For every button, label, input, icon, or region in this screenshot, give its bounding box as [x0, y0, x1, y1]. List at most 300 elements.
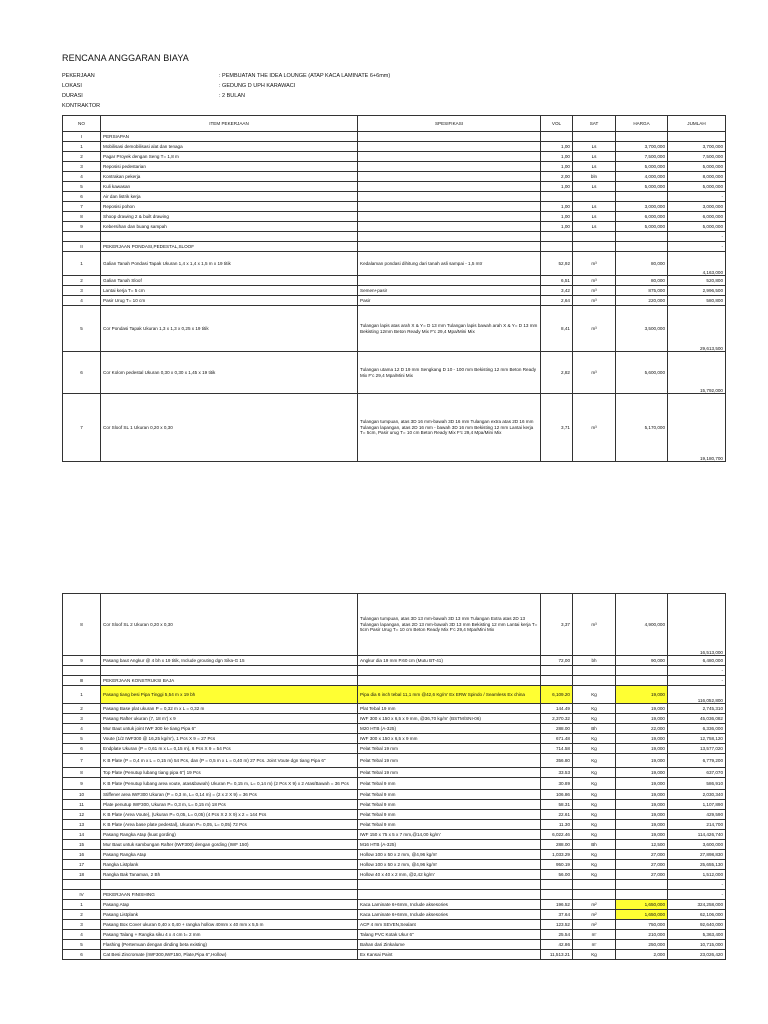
- volume: 950.19: [541, 860, 573, 870]
- item-name: PEKERJAAN FINISHING: [101, 890, 358, 900]
- row-number: [63, 880, 101, 890]
- total-amount: 6,000,000: [668, 212, 726, 222]
- table-row: [63, 594, 726, 656]
- row-number: 4: [63, 724, 101, 734]
- total-amount: 25,655,130: [668, 860, 726, 870]
- total-amount: -: [668, 242, 726, 252]
- specification: [358, 890, 541, 900]
- unit-price: [616, 666, 668, 676]
- item-name: K B Plate (Area base plate pedestal), Ukuran P= 0,05, L= 0,05) 72 Pcs: [101, 820, 358, 830]
- item-name: PERSIAPAN: [101, 132, 358, 142]
- unit-price: 6,000,000: [616, 212, 668, 222]
- volume: 288.00: [541, 840, 573, 850]
- item-name: Mur Baut untuk joint IWF 300 ke tiang Pipa 6": [101, 724, 358, 734]
- item-name: Pasang Rangka Atap: [101, 850, 358, 860]
- unit-price: 19,000: [616, 734, 668, 744]
- table-row: [63, 880, 726, 890]
- table-row: [63, 132, 726, 142]
- header-jumlah: JUMLAH: [668, 116, 726, 132]
- item-name: Rangka Bak Tanaman, 2 Bh: [101, 870, 358, 880]
- unit: m³: [573, 296, 616, 306]
- volume: 42.86: [541, 940, 573, 950]
- unit: bln: [573, 172, 616, 182]
- unit-price: 3,500,000: [616, 306, 668, 352]
- specification: [358, 142, 541, 152]
- row-number: 2: [63, 152, 101, 162]
- info-label: KONTRAKTOR: [62, 103, 101, 109]
- unit-price: 19,000: [616, 768, 668, 778]
- unit-price: [616, 132, 668, 142]
- volume: 72,00: [541, 656, 573, 666]
- table-row: [63, 394, 726, 462]
- table-row: [63, 870, 726, 880]
- table-row: [63, 890, 726, 900]
- item-name: Kontrakan pekerja: [101, 172, 358, 182]
- table-row: [63, 704, 726, 714]
- unit-price: 19,000: [616, 800, 668, 810]
- volume: 1,00: [541, 152, 573, 162]
- unit-price: [616, 676, 668, 686]
- unit: Ls: [573, 142, 616, 152]
- item-name: Lantai kerja T= 5 cm: [101, 286, 358, 296]
- table-row: [63, 306, 726, 352]
- item-name: Pagar Proyek dengan Seng T= 1,8 m: [101, 152, 358, 162]
- unit: [573, 192, 616, 202]
- unit: Kg: [573, 810, 616, 820]
- volume: [541, 232, 573, 242]
- row-number: 10: [63, 790, 101, 800]
- unit: Kg: [573, 734, 616, 744]
- unit: [573, 890, 616, 900]
- table-row: [63, 790, 726, 800]
- specification: Kedalaman pondasi dihitung dari tanah asli sampai - 1,5 mtr: [358, 252, 541, 276]
- volume: 30.89: [541, 778, 573, 790]
- item-name: Mur Baut untuk sambungan Rafter (IWF300) dengan gording (IWF 150): [101, 840, 358, 850]
- unit-price: 4,000,000: [616, 172, 668, 182]
- unit-price: 19,000: [616, 714, 668, 724]
- unit: m²: [573, 900, 616, 910]
- volume: 58.31: [541, 800, 573, 810]
- item-name: Pasang Rafter ukuran (7, 18 m') x 9: [101, 714, 358, 724]
- item-name: K B Plate (Area Voute), (Ukuran P= 0,05, L= 0,05) (4 Pcs X 2 X 9) x 2 = 144 Pcs: [101, 810, 358, 820]
- unit-price: 12,500: [616, 840, 668, 850]
- specification: Hollow 100 x 50 x 2 mm, @4,96 kg/m': [358, 850, 541, 860]
- unit: Ls: [573, 182, 616, 192]
- row-number: 6: [63, 192, 101, 202]
- unit: Kg: [573, 800, 616, 810]
- unit-price: 27,000: [616, 860, 668, 870]
- specification: Tulangan tumpuan, atas 3D 16 mm-bawah 3D 16 mm Tulangan extra atas 2D 16 mm Tulangan lapangan, atas 2D 16 mm - bawah 3D 16 mm Bekisting 12 mm Lantai kerja T= 5cm, Pasir urug T= 10 cm Beton Ready Mix F'c 29,4 Mpa/Mini Mix: [358, 394, 541, 462]
- table-row: [63, 656, 726, 666]
- unit-price: 5,600,000: [616, 352, 668, 394]
- total-amount: 2,745,310: [668, 704, 726, 714]
- volume: 3,71: [541, 394, 573, 462]
- row-number: 4: [63, 296, 101, 306]
- table-row: [63, 222, 726, 232]
- unit-price: 210,000: [616, 930, 668, 940]
- row-number: 2: [63, 704, 101, 714]
- volume: [541, 676, 573, 686]
- item-name: Pasang Atap: [101, 900, 358, 910]
- row-number: 4: [63, 930, 101, 940]
- volume: 22.61: [541, 810, 573, 820]
- volume: [541, 192, 573, 202]
- unit: Kg: [573, 754, 616, 768]
- item-name: [101, 880, 358, 890]
- total-amount: 8,000,000: [668, 172, 726, 182]
- volume: 1,00: [541, 222, 573, 232]
- unit: m³: [573, 352, 616, 394]
- unit: [573, 132, 616, 142]
- table-row: [63, 920, 726, 930]
- unit-price: 80,000: [616, 276, 668, 286]
- table-row: [63, 950, 726, 960]
- specification: ACP 4 mm SEVEN,Sealant: [358, 920, 541, 930]
- row-number: 17: [63, 860, 101, 870]
- unit: Kg: [573, 686, 616, 704]
- item-name: Rangka Listplank: [101, 860, 358, 870]
- specification: Tulangan utama 12 D 19 mm Sengkang D 10 - 100 mm Bekisting 12 mm Beton Ready Mix F'c 29,4 Mpa/Mini Mix: [358, 352, 541, 394]
- total-amount: 62,106,000: [668, 910, 726, 920]
- unit: [573, 676, 616, 686]
- table-row: [63, 800, 726, 810]
- total-amount: 637,070: [668, 768, 726, 778]
- volume: 3,42: [541, 286, 573, 296]
- specification: Pipa dia 6 inch tebal 11,1 mm @42,6 Kg/m' Ex ERW Spindo / Seamless Ex china: [358, 686, 541, 704]
- table-row: [63, 232, 726, 242]
- table-row: [63, 724, 726, 734]
- specification: Hollow 40 x 40 x 2 mm, @2,42 kg/m': [358, 870, 541, 880]
- row-number: 7: [63, 754, 101, 768]
- row-number: 14: [63, 830, 101, 840]
- specification: [358, 192, 541, 202]
- unit-price: 19,000: [616, 744, 668, 754]
- table-row: [63, 686, 726, 704]
- table-row: [63, 860, 726, 870]
- unit-price: 27,000: [616, 870, 668, 880]
- item-name: Endplate Ukuran (P = 0,61 m x L= 0,15 m), 6 Pcs X 9 = 54 Pcs: [101, 744, 358, 754]
- total-amount: 5,000,000: [668, 162, 726, 172]
- row-number: 1: [63, 686, 101, 704]
- unit: Bh: [573, 840, 616, 850]
- row-number: 13: [63, 820, 101, 830]
- total-amount: 7,500,000: [668, 152, 726, 162]
- specification: [358, 172, 541, 182]
- volume: 1,00: [541, 182, 573, 192]
- total-amount: 5,000,000: [668, 222, 726, 232]
- total-amount: 16,513,000: [668, 594, 726, 656]
- unit-price: 19,000: [616, 830, 668, 840]
- table-row: [63, 202, 726, 212]
- header-spec: SPESIFIKASI: [358, 116, 541, 132]
- item-name: Pasang Box Cover ukuran 0,40 x 0,40 + rangka hollow 40mm x 40 mm x 5,5 m: [101, 920, 358, 930]
- item-name: Stiffener area IWF300 Ukuran (P = 0,3 m, L= 0,14 m) = (2 x 2 X 9) = 36 Pcs: [101, 790, 358, 800]
- item-name: Pasang Talang + Rangka siku 4 x 4 cm t= 2 mm: [101, 930, 358, 940]
- total-amount: 520,800: [668, 276, 726, 286]
- table-row: [63, 286, 726, 296]
- specification: Pasir: [358, 296, 541, 306]
- specification: Pelat Tebal 19 mm: [358, 768, 541, 778]
- table-row: [63, 212, 726, 222]
- specification: M20 HTB (A-325): [358, 724, 541, 734]
- header-vol: VOL: [541, 116, 573, 132]
- table-row: [63, 940, 726, 950]
- total-amount: 29,613,500: [668, 306, 726, 352]
- unit: Kg: [573, 870, 616, 880]
- volume: 123.52: [541, 920, 573, 930]
- volume: 11,513.21: [541, 950, 573, 960]
- volume: 106.86: [541, 790, 573, 800]
- total-amount: -: [668, 666, 726, 676]
- row-number: 8: [63, 212, 101, 222]
- unit: Ls: [573, 222, 616, 232]
- row-number: 11: [63, 800, 101, 810]
- item-name: Voute (1/2 IWF300 @ 16,25 kg/m'), 1 Pcs X 9 = 27 Pcs: [101, 734, 358, 744]
- total-amount: -: [668, 890, 726, 900]
- unit-price: 750,000: [616, 920, 668, 930]
- table-header-row: [63, 116, 726, 132]
- total-amount: -: [668, 232, 726, 242]
- specification: [358, 212, 541, 222]
- unit: m': [573, 930, 616, 940]
- specification: [358, 222, 541, 232]
- total-amount: [668, 132, 726, 142]
- unit-price: 22,000: [616, 724, 668, 734]
- header-harga: HARGA: [616, 116, 668, 132]
- unit-price: 1,650,000: [616, 910, 668, 920]
- item-name: Pasang Base plat ukuran P = 0,32 m x L = 0,32 m: [101, 704, 358, 714]
- unit-price: 19,000: [616, 704, 668, 714]
- row-number: 2: [63, 276, 101, 286]
- row-number: 7: [63, 202, 101, 212]
- volume: 671.48: [541, 734, 573, 744]
- row-number: 1: [63, 142, 101, 152]
- row-number: 5: [63, 182, 101, 192]
- volume: 714.58: [541, 744, 573, 754]
- row-number: 7: [63, 394, 101, 462]
- info-label: DURASI: [62, 93, 83, 99]
- header-no: NO: [63, 116, 101, 132]
- item-name: Galian Tanah Pondasi Tapak Ukuran 1,4 x 1,4 x 1,5 m x 19 titik: [101, 252, 358, 276]
- table-row: [63, 714, 726, 724]
- total-amount: 214,700: [668, 820, 726, 830]
- table-row: [63, 152, 726, 162]
- table-row: [63, 676, 726, 686]
- specification: Tulangan lapis atas arah X & Y= D 13 mm Tulangan lapis bawah arah X & Y= D 13 mm Bekisting 12mm Beton Ready Mix F'c 29,4 Mpa/Mini Mix: [358, 306, 541, 352]
- unit: Ls: [573, 162, 616, 172]
- unit-price: 19,000: [616, 686, 668, 704]
- item-name: Cor Sloof SL 2 Ukuran 0,20 x 0,30: [101, 594, 358, 656]
- volume: 2,82: [541, 352, 573, 394]
- total-amount: 116,052,800: [668, 686, 726, 704]
- specification: Kaca Laminate 6+6mm, Include aksesories: [358, 900, 541, 910]
- total-amount: 6,480,000: [668, 656, 726, 666]
- item-name: Cor Kolom pedestal Ukuran 0,30 x 0,30 x 1,45 x 19 titik: [101, 352, 358, 394]
- item-name: Kebersihan dan buang sampah: [101, 222, 358, 232]
- row-number: 6: [63, 352, 101, 394]
- row-number: 15: [63, 840, 101, 850]
- specification: Plat Tebal 19 mm: [358, 704, 541, 714]
- table-row: [63, 900, 726, 910]
- unit: Kg: [573, 790, 616, 800]
- unit: Kg: [573, 950, 616, 960]
- unit: Kg: [573, 768, 616, 778]
- specification: [358, 152, 541, 162]
- item-name: Kuli kawasan: [101, 182, 358, 192]
- volume: 56.00: [541, 870, 573, 880]
- volume: [541, 890, 573, 900]
- info-value: : 2 BULAN: [219, 93, 245, 99]
- header-item: ITEM PEKERJAAN: [101, 116, 358, 132]
- specification: [358, 182, 541, 192]
- table-row: [63, 142, 726, 152]
- volume: 2,64: [541, 296, 573, 306]
- table-row: [63, 352, 726, 394]
- unit: bh: [573, 656, 616, 666]
- total-amount: 27,898,830: [668, 850, 726, 860]
- total-amount: 3,600,000: [668, 840, 726, 850]
- row-number: 2: [63, 910, 101, 920]
- item-name: PEKERJAAN PONDASI,PEDESTAL,SLOOF: [101, 242, 358, 252]
- info-value: : PEMBUATAN THE IDEA LOUNGE (ATAP KACA LAMINATE 6+6mm): [219, 73, 391, 79]
- specification: IWF 150 x 75 x 5 x 7 mm,@14,00 kg/m': [358, 830, 541, 840]
- row-number: 3: [63, 286, 101, 296]
- row-number: I: [63, 132, 101, 142]
- specification: Ex Kansai Paint: [358, 950, 541, 960]
- row-number: 5: [63, 940, 101, 950]
- table-row: [63, 666, 726, 676]
- item-name: K B Plate (P = 0,4 m x L = 0,15 m) 54 Pcs, dan (P = 0,5 m x L = 0,40 m) 27 Pcs. Joint Voute dgn tiang Pipa 6": [101, 754, 358, 768]
- row-number: 18: [63, 870, 101, 880]
- table-row: [63, 768, 726, 778]
- specification: Pelat Tebal 9 mm: [358, 810, 541, 820]
- total-amount: 586,910: [668, 778, 726, 790]
- unit-price: 3,000,000: [616, 202, 668, 212]
- table-row: [63, 252, 726, 276]
- item-name: Mobilisasi demobilisasi alat dan tenaga: [101, 142, 358, 152]
- unit-price: 5,000,000: [616, 222, 668, 232]
- total-amount: 19,180,700: [668, 394, 726, 462]
- row-number: 16: [63, 850, 101, 860]
- volume: 2,370.32: [541, 714, 573, 724]
- total-amount: 23,026,420: [668, 950, 726, 960]
- unit-price: 4,900,000: [616, 594, 668, 656]
- item-name: Pasang Listplank: [101, 910, 358, 920]
- unit: m³: [573, 394, 616, 462]
- table-row: [63, 910, 726, 920]
- specification: [358, 676, 541, 686]
- unit-price: 27,000: [616, 850, 668, 860]
- unit-price: 19,000: [616, 778, 668, 790]
- volume: 2,00: [541, 172, 573, 182]
- table-row: [63, 840, 726, 850]
- unit-price: [616, 192, 668, 202]
- total-amount: 5,363,400: [668, 930, 726, 940]
- item-name: PEKERJAAN KONSTRUKSI BAJA: [101, 676, 358, 686]
- info-value: : GEDUNG D UPH KARAWACI: [219, 83, 296, 89]
- unit-price: 250,000: [616, 940, 668, 950]
- unit-price: 5,170,000: [616, 394, 668, 462]
- unit: Kg: [573, 820, 616, 830]
- volume: 6,109.20: [541, 686, 573, 704]
- unit-price: 19,000: [616, 820, 668, 830]
- specification: [358, 232, 541, 242]
- unit-price: 80,000: [616, 252, 668, 276]
- specification: Pelat Tebal 19 mm: [358, 744, 541, 754]
- total-amount: 2,030,340: [668, 790, 726, 800]
- volume: 6,022.46: [541, 830, 573, 840]
- specification: Bahan dari Zinkalume: [358, 940, 541, 950]
- specification: Pelat Tebal 9 mm: [358, 790, 541, 800]
- table-row: [63, 734, 726, 744]
- volume: 1,00: [541, 202, 573, 212]
- specification: [358, 880, 541, 890]
- specification: M16 HTB (A-325): [358, 840, 541, 850]
- unit: m²: [573, 920, 616, 930]
- unit: Ls: [573, 212, 616, 222]
- specification: Pelat Tebal 9 mm: [358, 820, 541, 830]
- total-amount: 2,996,500: [668, 286, 726, 296]
- specification: Pelat Tebal 9 mm: [358, 800, 541, 810]
- item-name: Reposisi pedestarian: [101, 162, 358, 172]
- volume: [541, 666, 573, 676]
- unit-price: 220,000: [616, 296, 668, 306]
- total-amount: 6,779,200: [668, 754, 726, 768]
- document-title: RENCANA ANGGARAN BIAYA: [62, 53, 189, 63]
- total-amount: 5,000,000: [668, 182, 726, 192]
- specification: [358, 132, 541, 142]
- item-name: Air dan listrik kerja: [101, 192, 358, 202]
- volume: 356.80: [541, 754, 573, 768]
- total-amount: 92,640,000: [668, 920, 726, 930]
- volume: 3,37: [541, 594, 573, 656]
- row-number: 8: [63, 594, 101, 656]
- unit-price: [616, 242, 668, 252]
- table-row: [63, 820, 726, 830]
- unit-price: 5,000,000: [616, 182, 668, 192]
- row-number: 6: [63, 950, 101, 960]
- unit-price: 3,700,000: [616, 142, 668, 152]
- row-number: [63, 232, 101, 242]
- table-row: [63, 242, 726, 252]
- row-number: 9: [63, 656, 101, 666]
- unit: m³: [573, 594, 616, 656]
- specification: Hollow 100 x 50 x 2 mm, @4,96 kg/m': [358, 860, 541, 870]
- row-number: 3: [63, 162, 101, 172]
- table-row: [63, 296, 726, 306]
- unit: [573, 232, 616, 242]
- header-sat: SAT: [573, 116, 616, 132]
- specification: Tulangan tumpuan, atas 3D 13 mm-bawah 3D 13 mm Tulangan Extra atas 2D 13 Tulangan lapangan, atas 2D 13 mm-bawah 3D 13 mm Bekisting 12 mm Lantai kerja T= 5cm Pasir Urug T= 10 cm Beton Ready Mix F'c 29,4 Mpa/Mini Mix: [358, 594, 541, 656]
- specification: [358, 276, 541, 286]
- unit: m': [573, 940, 616, 950]
- row-number: 9: [63, 778, 101, 790]
- specification: IWF 300 x 150 x 6,5 x 9 mm, @36,70 kg/m' (BSTM/SNI-06): [358, 714, 541, 724]
- unit-price: 7,500,000: [616, 152, 668, 162]
- total-amount: 324,258,000: [668, 900, 726, 910]
- table-row: [63, 276, 726, 286]
- item-name: Shoop drawing 2 & built drawing: [101, 212, 358, 222]
- total-amount: 580,800: [668, 296, 726, 306]
- unit: Ls: [573, 202, 616, 212]
- unit: m³: [573, 306, 616, 352]
- table-row: [63, 810, 726, 820]
- specification: Pelat Tebal 19 mm: [358, 754, 541, 768]
- volume: [541, 132, 573, 142]
- volume: 8,41: [541, 306, 573, 352]
- item-name: Plate penutup IWF300, Ukuran P= 0,3 m, L= 0,15 m) 18 Pcs: [101, 800, 358, 810]
- table-row: [63, 754, 726, 768]
